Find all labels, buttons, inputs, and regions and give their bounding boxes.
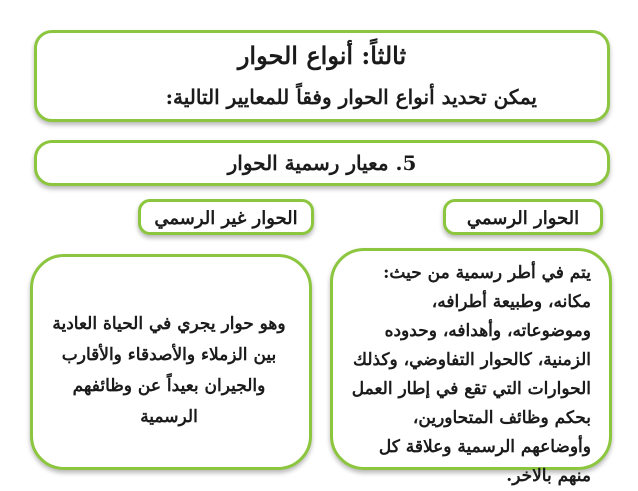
section-subtitle: يمكن تحديد أنواع الحوار وفقاً للمعايير التالية: (165, 85, 537, 109)
criterion-panel (34, 140, 610, 186)
formal-dialogue-label: الحوار الرسمي (466, 208, 580, 229)
informal-dialogue-description: وهو حوار يجري في الحياة العادية بين الزملاء والأصدقاء والأقارب والجيران بعيداً عن وظائفهم الرسمية (52, 314, 286, 427)
section-title: ثالثاً: أنواع الحوار (237, 41, 407, 70)
formal-dialogue-label-box (443, 199, 603, 235)
informal-dialogue-description-box (30, 254, 312, 470)
criterion-label: 5. معيار رسمية الحوار (227, 151, 417, 175)
informal-dialogue-label: الحوار غير الرسمي (154, 208, 298, 229)
formal-dialogue-description: يتم في أطر رسمية من حيث: مكانه، وطبيعة أطرافه، وموضوعاته، وأهدافه، وحدوده الزمنية، كالحوار التفاوضي، وكذلك الحوارات التي تقع في إطار العمل بحكم وظائف المتحاورين، وأوضاعهم الرسمية وعلاقة كل منهم بالاخر. (351, 263, 591, 486)
section-title-panel (34, 30, 610, 122)
informal-dialogue-label-box (138, 199, 314, 235)
formal-dialogue-description-box (330, 248, 612, 486)
